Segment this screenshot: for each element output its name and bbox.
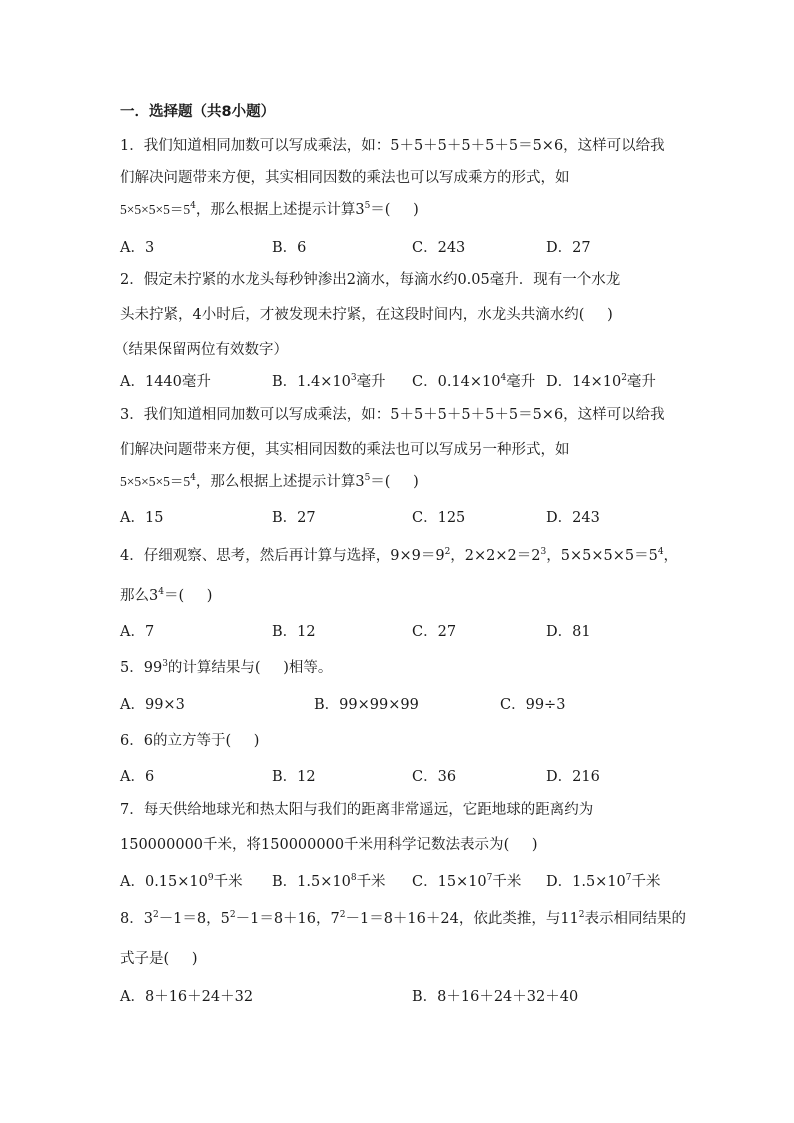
q7-option-d-unit: 千米 xyxy=(631,874,661,890)
q8-answer-blank[interactable] xyxy=(164,949,198,969)
q4-line2 xyxy=(120,586,212,606)
q1-line1: 1．我们知道相同加数可以写成乘法，如：5＋5＋5＋5＋5＋5＝5×6，这样可以给我 xyxy=(120,138,665,154)
q7-option-a-exp: 9 xyxy=(207,873,214,883)
q7-line2-text: 150000000千米，将150000000千米用科学记数法表示为 xyxy=(120,837,504,853)
q4-line2-post: ＝ xyxy=(163,588,179,604)
q6-line xyxy=(120,731,259,751)
q1-exp2: 5 xyxy=(364,201,371,211)
q1-expr: 5×5×5×5＝5 xyxy=(120,202,191,217)
q6-text: 6．6的立方等于 xyxy=(120,733,226,749)
q4-mid2: ，5×5×5×5＝5 xyxy=(546,548,658,564)
q4-exp2: 3 xyxy=(540,547,547,557)
q4-line1 xyxy=(120,546,678,566)
q6-answer-blank[interactable] xyxy=(225,731,259,751)
q8-line2 xyxy=(120,949,198,969)
q4-option-d[interactable]: D．81 xyxy=(546,624,591,640)
q8-option-b[interactable]: B．8＋16＋24＋32＋40 xyxy=(412,989,579,1005)
q5-option-b[interactable]: B．99×99×99 xyxy=(314,697,419,713)
q1-exp: 4 xyxy=(190,201,196,211)
q7-option-d-base: D．1.5×10 xyxy=(546,874,626,890)
q4-exp1: 2 xyxy=(444,547,451,557)
q3-option-c[interactable]: C．125 xyxy=(412,510,466,526)
q4-mid1: ，2×2×2＝2 xyxy=(450,548,541,564)
q7-option-c-exp: 7 xyxy=(486,873,493,883)
q4-option-c[interactable]: C．27 xyxy=(412,624,457,640)
q7-option-d[interactable] xyxy=(546,872,661,892)
q3-option-d[interactable]: D．243 xyxy=(546,510,600,526)
q2-option-b-exp: 3 xyxy=(350,373,357,383)
q3-equals: ＝ xyxy=(370,474,385,490)
q7-line2 xyxy=(120,835,538,855)
q8-p1: 8．3 xyxy=(120,911,153,927)
section-title: 一．选择题（共8小题） xyxy=(120,104,276,120)
q7-line1: 7．每天供给地球光和热太阳与我们的距离非常遥远，它距地球的距离约为 xyxy=(120,802,594,818)
q8-e2: 2 xyxy=(229,910,236,920)
q5-answer-blank[interactable] xyxy=(255,658,289,678)
q3-prompt: ，那么根据上述提示计算3 xyxy=(195,474,365,490)
q4-exp4: 4 xyxy=(158,587,164,597)
q8-p4: －1＝8＋16＋24，依此类推，与11 xyxy=(345,911,579,927)
q7-option-c-base: C．15×10 xyxy=(412,874,487,890)
q8-p3: －1＝8＋16，7 xyxy=(235,911,340,927)
q8-e4: 2 xyxy=(578,910,585,920)
q6-option-a[interactable]: A．6 xyxy=(120,769,155,785)
q1-option-a[interactable]: A．3 xyxy=(120,240,155,256)
q2-option-b[interactable] xyxy=(272,372,386,392)
q3-line3 xyxy=(120,472,419,492)
q7-option-d-exp: 7 xyxy=(625,873,632,883)
q2-option-d-exp: 2 xyxy=(621,373,627,383)
q3-answer-blank[interactable] xyxy=(385,472,419,492)
q1-option-c[interactable]: C．243 xyxy=(412,240,466,256)
q5-option-a[interactable]: A．99×3 xyxy=(120,697,185,713)
q4-option-a[interactable]: A．7 xyxy=(120,624,155,640)
q8-line2-text: 式子是 xyxy=(120,951,164,967)
q4-text: 4．仔细观察、思考，然后再计算与选择，9×9＝9 xyxy=(120,548,445,564)
q3-option-b[interactable]: B．27 xyxy=(272,510,316,526)
q8-p5: 表示相同结果的 xyxy=(584,911,687,927)
q2-option-b-unit: 毫升 xyxy=(356,374,386,390)
q1-answer-blank[interactable] xyxy=(385,200,419,220)
q2-option-d[interactable] xyxy=(546,372,656,392)
q2-option-d-unit: 毫升 xyxy=(626,374,656,390)
q1-option-d[interactable]: D．27 xyxy=(546,240,591,256)
q1-equals: ＝ xyxy=(370,202,385,218)
q8-e3: 2 xyxy=(339,910,346,920)
q6-option-d[interactable]: D．216 xyxy=(546,769,600,785)
q2-answer-blank[interactable] xyxy=(579,305,613,325)
q3-line1: 3．我们知道相同加数可以写成乘法，如：5＋5＋5＋5＋5＋5＝5×6，这样可以给我 xyxy=(120,407,665,423)
q3-line2: 们解决问题带来方便，其实相同因数的乘法也可以写成另一种形式，如 xyxy=(120,442,570,458)
q8-line1 xyxy=(120,909,686,929)
q2-line2-text: 头未拧紧，4小时后，才被发现未拧紧，在这段时间内，水龙头共滴水约 xyxy=(120,307,579,323)
q1-option-b[interactable]: B．6 xyxy=(272,240,307,256)
q8-option-a[interactable]: A．8＋16＋24＋32 xyxy=(120,989,254,1005)
q3-option-a[interactable]: A．15 xyxy=(120,510,164,526)
q5-option-c[interactable]: C．99÷3 xyxy=(500,697,566,713)
q2-option-b-base: B．1.4×10 xyxy=(272,374,351,390)
q2-option-c[interactable] xyxy=(412,372,535,392)
q6-option-c[interactable]: C．36 xyxy=(412,769,457,785)
q7-option-c[interactable] xyxy=(412,872,521,892)
q4-line2-pre: 那么3 xyxy=(120,588,159,604)
q4-answer-blank[interactable] xyxy=(178,586,212,606)
q8-e1: 2 xyxy=(152,910,159,920)
q3-exp2: 5 xyxy=(364,473,371,483)
q5-exp: 3 xyxy=(162,659,168,669)
q7-option-b-unit: 千米 xyxy=(356,874,386,890)
q5-post: 相等。 xyxy=(288,660,333,676)
q7-option-a-base: A．0.15×10 xyxy=(120,874,208,890)
q3-exp: 4 xyxy=(190,473,196,483)
q2-note: （结果保留两位有效数字） xyxy=(114,342,288,358)
q4-exp3: 4 xyxy=(657,547,664,557)
q7-option-b-base: B．1.5×10 xyxy=(272,874,351,890)
q7-option-b-exp: 8 xyxy=(350,873,357,883)
q2-line2 xyxy=(120,305,613,325)
q4-end: ， xyxy=(663,548,679,564)
q5-pre: 5．99 xyxy=(120,660,163,676)
q2-option-c-exp: 4 xyxy=(500,373,507,383)
q1-line2: 们解决问题带来方便，其实相同因数的乘法也可以写成乘方的形式，如 xyxy=(120,170,570,186)
q7-answer-blank[interactable] xyxy=(504,835,538,855)
q7-option-a-unit: 千米 xyxy=(213,874,243,890)
q1-line3 xyxy=(120,200,419,220)
q2-option-d-base: D．14×10 xyxy=(546,374,622,390)
q3-expr: 5×5×5×5＝5 xyxy=(120,474,191,489)
q6-option-b[interactable]: B．12 xyxy=(272,769,316,785)
q1-prompt: ，那么根据上述提示计算3 xyxy=(195,202,365,218)
q7-option-a[interactable] xyxy=(120,872,243,892)
q2-option-c-unit: 毫升 xyxy=(506,374,536,390)
q8-p2: －1＝8，5 xyxy=(158,911,230,927)
q4-option-b[interactable]: B．12 xyxy=(272,624,316,640)
q7-option-c-unit: 千米 xyxy=(492,874,522,890)
q2-option-a[interactable]: A．1440毫升 xyxy=(120,374,211,390)
q2-line1: 2．假定未拧紧的水龙头每秒钟渗出2滴水，每滴水约0.05毫升．现有一个水龙 xyxy=(120,272,621,288)
q2-option-c-base: C．0.14×10 xyxy=(412,374,501,390)
q5-mid: 的计算结果与 xyxy=(167,660,255,676)
q5-line xyxy=(120,658,332,678)
q7-option-b[interactable] xyxy=(272,872,386,892)
